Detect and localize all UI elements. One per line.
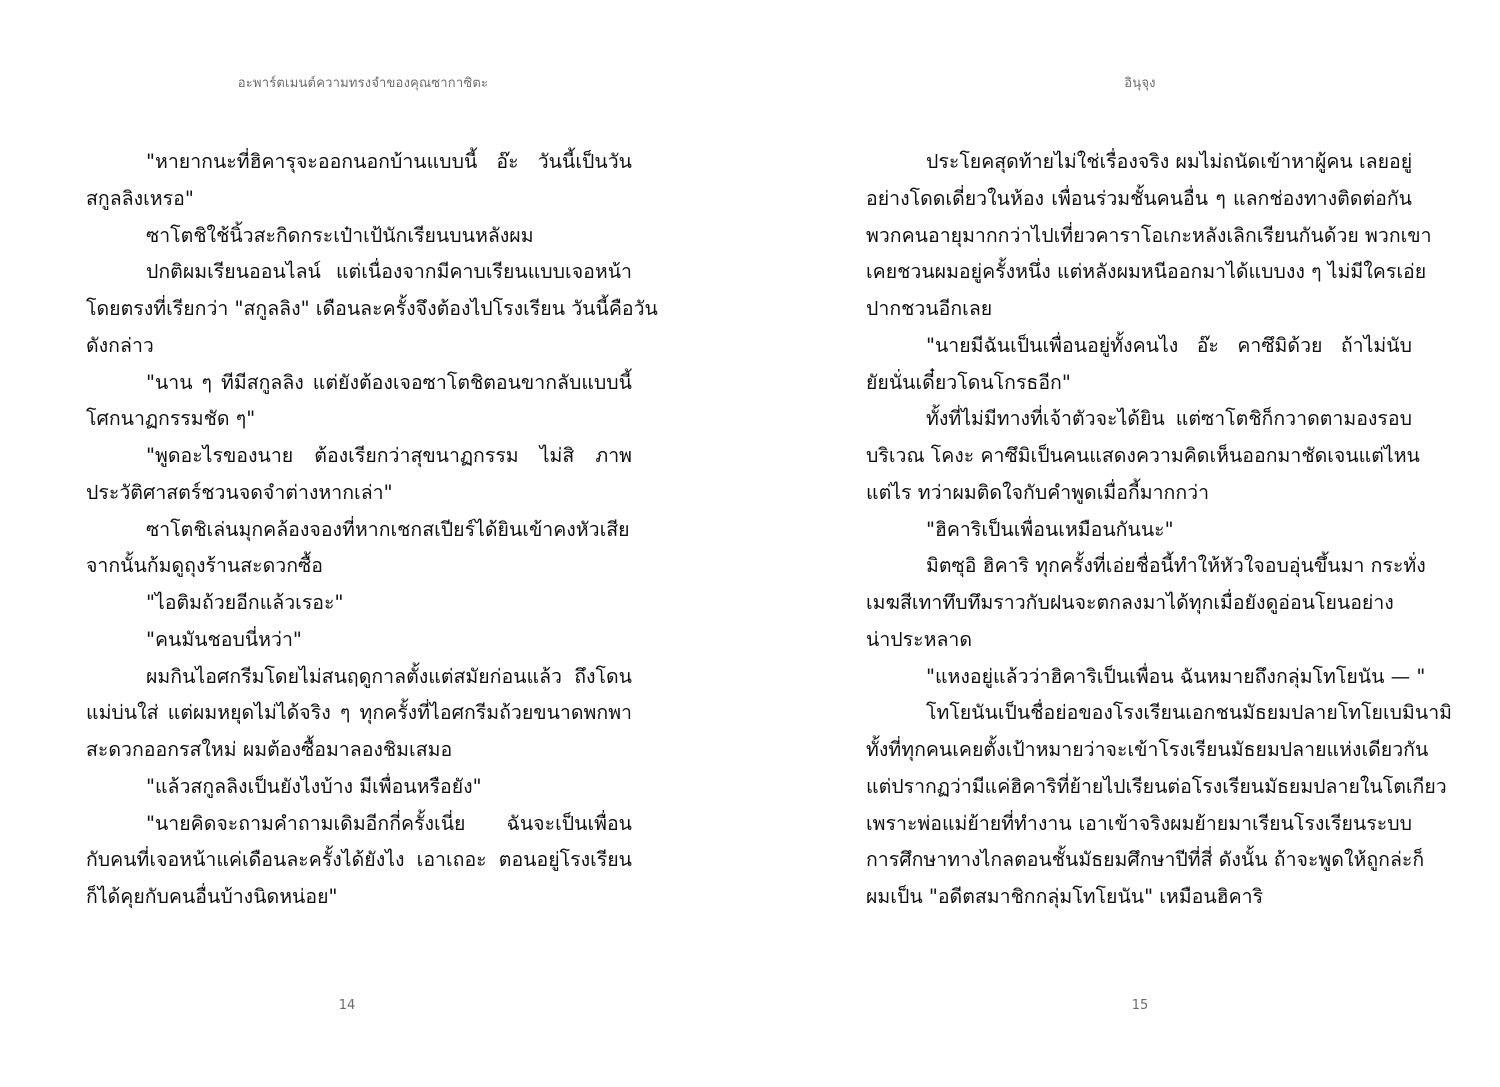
text-line: "แล้วสกูลลิงเป็นยังไงบ้าง มีเพื่อนหรือยัง": [146, 774, 482, 798]
text-line: ยัยนั่นเดี๋ยวโดนโกรธอีก": [866, 370, 1071, 394]
text-line: โดยตรงที่เรียกว่า "สกูลลิง" เดือนละครั้งจึงต้องไปโรงเรียน วันนี้คือวัน: [86, 297, 658, 320]
text-line: "แหงอยู่แล้วว่าฮิคาริเป็นเพื่อน ฉันหมายถึงกลุ่มโทโยนัน — ": [926, 664, 1426, 688]
text-line: สะดวกออกรสใหม่ ผมต้องซื้อมาลองชิมเสมอ: [86, 738, 453, 761]
text-line: กับคนที่เจอหน้าแค่เดือนละครั้งได้ยังไง เอาเถอะ ตอนอยู่โรงเรียน: [86, 848, 632, 872]
text-line: ก็ได้คุยกับคนอื่นบ้างนิดหน่อย": [86, 885, 338, 908]
text-line: ผมเป็น "อดีตสมาชิกกลุ่มโทโยนัน" เหมือนฮิคาริ: [866, 885, 1264, 908]
text-line: ประวัติศาสตร์ชวนจดจำต่างหากเล่า": [86, 480, 393, 504]
body-text: [866, 144, 1453, 916]
text-line: ปกติผมเรียนออนไลน์ แต่เนื่องจากมีคาบเรียนแบบเจอหน้า: [146, 260, 632, 284]
text-line: เคยชวนผมอยู่ครั้งหนึ่ง แต่หลังผมหนีออกมาได้แบบงง ๆ ไม่มีใครเอ่ย: [866, 260, 1427, 284]
text-line: เพราะพ่อแม่ย้ายที่ทำงาน เอาเข้าจริงผมย้ายมาเรียนโรงเรียนระบบ: [866, 811, 1412, 835]
text-line: "นายคิดจะถามคำถามเดิมอีกกี่ครั้งเนี่ย ฉันจะเป็นเพื่อน: [146, 811, 632, 835]
text-line: น่าประหลาด: [866, 627, 973, 651]
text-line: การศึกษาทางไกลตอนชั้นมัธยมศึกษาปีที่สี่ ดังนั้น ถ้าจะพูดให้ถูกล่ะก็: [866, 848, 1425, 872]
text-line: พวกคนอายุมากกว่าไปเที่ยวคาราโอเกะหลังเลิกเรียนกันด้วย พวกเขา: [866, 223, 1432, 247]
text-line: ดังกล่าว: [86, 333, 154, 357]
text-line: สกูลลิงเหรอ": [86, 186, 194, 210]
text-line: โศกนาฏกรรมชัด ๆ": [86, 407, 256, 431]
right-page: [750, 0, 1500, 1087]
text-line: "พูดอะไรของนาย ต้องเรียกว่าสุขนาฏกรรม ไม่สิ ภาพ: [146, 444, 632, 467]
text-line: "หายากนะที่ฮิคารุจะออกนอกบ้านแบบนี้ อ๊ะ วันนี้เป็นวัน: [146, 150, 632, 173]
text-line: "นายมีฉันเป็นเพื่อนอยู่ทั้งคนไง อ๊ะ คาซึมิด้วย ถ้าไม่นับ: [926, 333, 1412, 357]
text-line: แม่บ่นใส่ แต่ผมหยุดไม่ได้จริง ๆ ทุกครั้งที่ไอศกรีมถ้วยขนาดพกพา: [86, 701, 632, 725]
text-line: แต่ปรากฏว่ามีแค่ฮิคาริที่ย้ายไปเรียนต่อโรงเรียนมัธยมปลายในโตเกียว: [866, 774, 1447, 798]
text-line: "นาน ๆ ทีมีสกูลลิง แต่ยังต้องเจอซาโตชิตอนขากลับแบบนี้: [146, 370, 632, 394]
text-line: ปากชวนอีกเลย: [866, 297, 993, 320]
text-line: "คนมันชอบนี่หว่า": [146, 627, 302, 651]
page-number: 15: [1131, 998, 1149, 1013]
text-line: ซาโตชิใช้นิ้วสะกิดกระเป๋าเป้นักเรียนบนหลังผม: [146, 223, 534, 247]
page-number: 14: [338, 998, 356, 1013]
text-line: บริเวณ โคงะ คาซึมิเป็นคนแสดงความคิดเห็นออกมาชัดเจนแต่ไหน: [866, 444, 1420, 467]
text-line: เมฆสีเทาทึบทึมราวกับฝนจะตกลงมาได้ทุกเมื่อยังดูอ่อนโยนอย่าง: [866, 591, 1394, 614]
running-head-author: อินุจุง: [1124, 76, 1156, 91]
text-line: โทโยนันเป็นชื่อย่อของโรงเรียนเอกชนมัธยมปลายโทโยเบมินามิ: [926, 701, 1453, 725]
text-line: ทั้งที่ทุกคนเคยตั้งเป้าหมายว่าจะเข้าโรงเรียนมัธยมปลายแห่งเดียวกัน: [866, 738, 1429, 761]
text-line: ประโยคสุดท้ายไม่ใช่เรื่องจริง ผมไม่ถนัดเข้าหาผู้คน เลยอยู่: [926, 150, 1413, 173]
text-line: "ไอติมถ้วยอีกแล้วเรอะ": [146, 591, 344, 614]
text-line: จากนั้นก้มดูถุงร้านสะดวกซื้อ: [86, 554, 323, 578]
text-line: มิตซุอิ ฮิคาริ ทุกครั้งที่เอ่ยชื่อนี้ทำให้หัวใจอบอุ่นขึ้นมา กระทั่ง: [926, 554, 1426, 578]
body-text: [86, 144, 658, 916]
text-line: ทั้งที่ไม่มีทางที่เจ้าตัวจะได้ยิน แต่ซาโตชิก็กวาดตามองรอบ: [926, 407, 1412, 431]
text-line: ผมกินไอศกรีมโดยไม่สนฤดูกาลตั้งแต่สมัยก่อนแล้ว ถึงโดน: [146, 664, 632, 688]
text-line: แต่ไร ทว่าผมติดใจกับคำพูดเมื่อกี้มากกว่า: [866, 480, 1210, 504]
text-line: อย่างโดดเดี่ยวในห้อง เพื่อนร่วมชั้นคนอื่น ๆ แลกช่องทางติดต่อกัน: [866, 186, 1412, 210]
running-head-book-title: อะพาร์ตเมนต์ความทรงจำของคุณซากาซิตะ: [237, 76, 489, 91]
text-line: "ฮิคาริเป็นเพื่อนเหมือนกันนะ": [926, 517, 1174, 541]
text-line: ซาโตชิเล่นมุกคล้องจองที่หากเชกสเปียร์ได้ยินเข้าคงหัวเสีย: [146, 517, 630, 541]
